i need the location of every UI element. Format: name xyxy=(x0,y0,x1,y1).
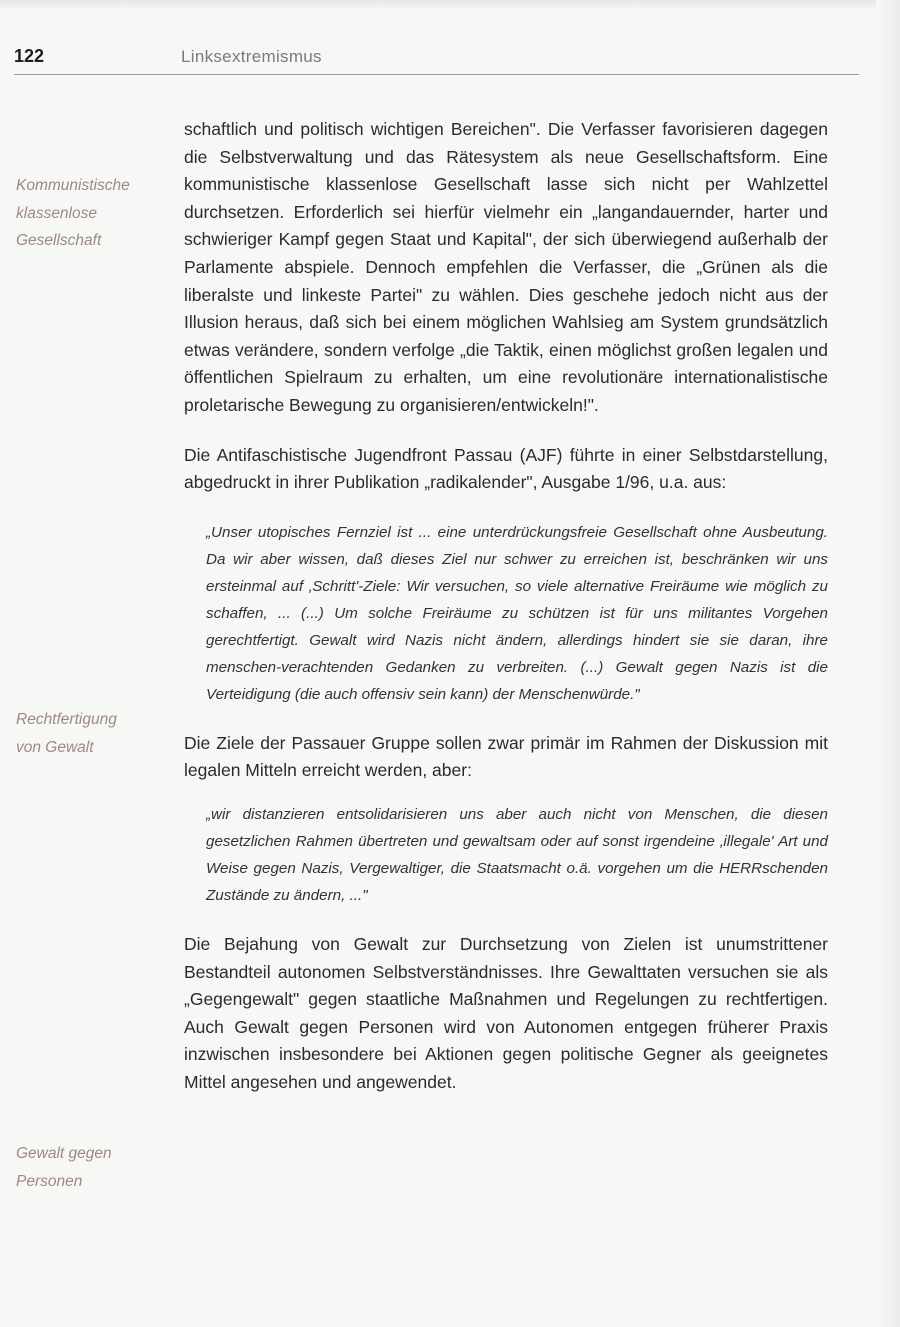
margin-note-line: Rechtfertigung xyxy=(16,711,117,728)
margin-note-gewalt-gegen-personen xyxy=(16,1140,112,1195)
block-quote: „Unser utopisches Fernziel ist ... eine unterdrückungsfreie Gesellschaft ohne Ausbeutung. Da wir aber wissen, daß dieses Ziel nur schwer zu erreichen ist, beschränken wir uns ersteinmal auf ‚Schritt'-Ziele: Wir versuchen, so viele alternative Freiräume wie möglich zu schaffen, ... (...) Um solche Freiräume zu schützen ist für uns militantes Vorgehen gerechtfertigt. Gewalt wird Nazis nicht ändern, allerdings hindert sie sie daran, ihre menschen-verachtenden Gedanken zu verbreiten. (...) Gewalt gegen Nazis ist die Verteidigung (die auch offensiv sein kann) der Menschenwürde." xyxy=(206,523,828,703)
body-paragraph: Die Bejahung von Gewalt zur Durchsetzung von Zielen ist unumstrittener Bestandteil autonomen Selbstverständnisses. Ihre Gewalttaten versuchen sie als „Gegengewalt" gegen staatliche Maßnahmen und Regelungen zu rechtfertigen. Auch Gewalt gegen Personen wird von Autonomen entgegen früherer Praxis inzwischen insbesondere bei Aktionen gegen politische Gegner als geeignetes Mittel angesehen und angewendet. xyxy=(184,933,828,1092)
margin-note-line: von Gewalt xyxy=(16,738,94,756)
body-paragraph: schaftlich und politisch wichtigen Bereichen". Die Verfasser favorisieren dagegen die Selbstverwaltung und das Rätesystem als neue Gesellschaftsform. Eine kommunistische klassenlose Gesellschaft lasse sich nicht per Wahlzettel durchsetzen. Erforderlich sei hierfür vielmehr ein „langandauernder, harter und schwieriger Kampf gegen Staat und Kapital", der sich überwiegend außerhalb der Parlamente abspiele. Dennoch empfehlen die Verfasser, die „Grünen als die liberalste und linkeste Partei" zu wählen. Dies geschehe jedoch nicht aus der Illusion heraus, daß sich bei einem möglichen Wahlsieg am System grundsätzlich etwas verändere, sondern verfolge „die Taktik, einen möglichst großen legalen und öffentlichen Spielraum zu erhalten, um eine revolutionäre internationalistische proletarische Bewegung zu organisieren/entwickeln!". xyxy=(184,119,828,415)
page-header xyxy=(14,46,859,75)
margin-note-line: Kommunistische xyxy=(16,177,130,194)
margin-note-line: Personen xyxy=(16,1172,83,1190)
main-text-column xyxy=(184,116,828,1096)
block-quote: „wir distanzieren entsolidarisieren uns aber auch nicht von Menschen, die diesen gesetzlichen Rahmen übertreten und gewaltsam oder auf sonst irgendeine ‚illegale' Art und Weise gegen Nazis, Vergewaltiger, die Staatsmacht o.ä. vorgehen um die HERRschenden Zustände zu ändern, ..." xyxy=(206,805,828,904)
margin-note-kommunistische-gesellschaft xyxy=(16,172,130,255)
margin-note-line: Gesellschaft xyxy=(16,232,102,249)
margin-note-line: Gewalt gegen xyxy=(16,1145,112,1162)
margin-note-line: klassenlose xyxy=(16,204,97,222)
page-edge-shadow-top xyxy=(0,0,900,10)
margin-note-rechtfertigung-gewalt xyxy=(16,706,117,761)
body-paragraph: Die Ziele der Passauer Gruppe sollen zwar primär im Rahmen der Diskussion mit legalen Mitteln erreicht werden, aber: xyxy=(184,732,828,781)
running-title: Linksextremismus xyxy=(181,47,322,66)
page-number: 122 xyxy=(14,46,45,66)
page-edge-shadow-right xyxy=(876,0,900,1327)
body-paragraph: Die Antifaschistische Jugendfront Passau (AJF) führte in einer Selbstdarstellung, abgedruckt in ihrer Publikation „radikalender", Ausgabe 1/96, u.a. aus: xyxy=(184,444,828,493)
